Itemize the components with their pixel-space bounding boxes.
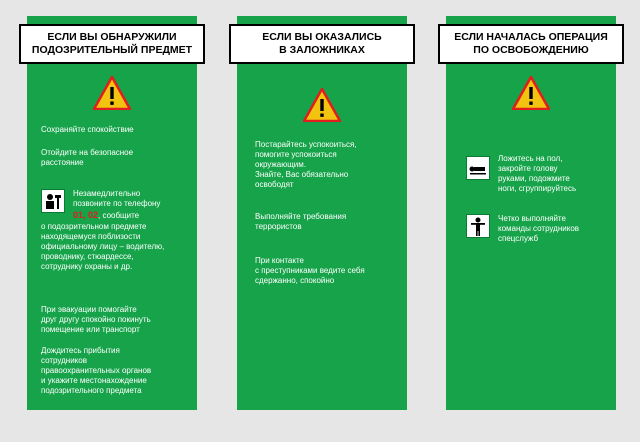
call-details-text: о подозрительном предмете находящемуся поблизости официальному лицу – водителю, проводнику, стюардессе, сотруднику охраны и др. (41, 222, 165, 271)
person-arms-up-icon (466, 214, 490, 238)
panel-suspicious-object (27, 16, 197, 410)
panel-header (438, 24, 624, 64)
header-line: ЕСЛИ ВЫ ОКАЗАЛИСЬ (262, 31, 382, 43)
contact-text: При контакте с преступниками ведите себя сдержанно, спокойно (255, 256, 365, 285)
warning-triangle-icon (512, 76, 550, 110)
panel-rescue-operation (446, 16, 616, 410)
comply-text: Выполняйте требования террористов (255, 212, 347, 231)
panel-header (19, 24, 205, 64)
warning-triangle-icon (93, 76, 131, 110)
lying-person-icon (466, 156, 490, 180)
header-line: ПОДОЗРИТЕЛЬНЫЙ ПРЕДМЕТ (31, 44, 193, 56)
phone-person-icon (41, 189, 65, 213)
lie-down-text: Ложитесь на пол, закройте голову руками, подожмите ноги, сгруппируйтесь (498, 154, 577, 193)
step-away-text: Отойдите на безопасное расстояние (41, 148, 134, 167)
call-numbers-line: 01, 02, сообщите (73, 210, 140, 220)
calm-text: Сохраняйте спокойствие (41, 125, 134, 134)
emergency-numbers: 01, 02 (73, 210, 99, 220)
header-line: ПО ОСВОБОЖДЕНИЮ (473, 44, 589, 56)
header-line: ЕСЛИ НАЧАЛАСЬ ОПЕРАЦИЯ (454, 31, 608, 43)
follow-orders-text: Четко выполняйте команды сотрудников спецслужб (498, 214, 580, 243)
header-line: ЕСЛИ ВЫ ОБНАРУЖИЛИ (47, 31, 177, 43)
panel-hostage (237, 16, 407, 410)
warning-triangle-icon (303, 88, 341, 122)
header-line: В ЗАЛОЖНИКАХ (279, 44, 365, 56)
evacuation-text: При эвакуации помогайте друг другу спокойно покинуть помещение или транспорт (41, 305, 151, 334)
calm-down-text: Постарайтесь успокоиться, помогите успокоиться окружающим. Знайте, Вас обязательно освободят (255, 140, 357, 189)
wait-text: Дождитесь прибытия сотрудников правоохранительных органов и укажите местонахождение подозрительного предмета (41, 346, 152, 395)
panel-header (229, 24, 415, 64)
call-text: Незамедлительно позвоните по телефону (73, 189, 161, 208)
